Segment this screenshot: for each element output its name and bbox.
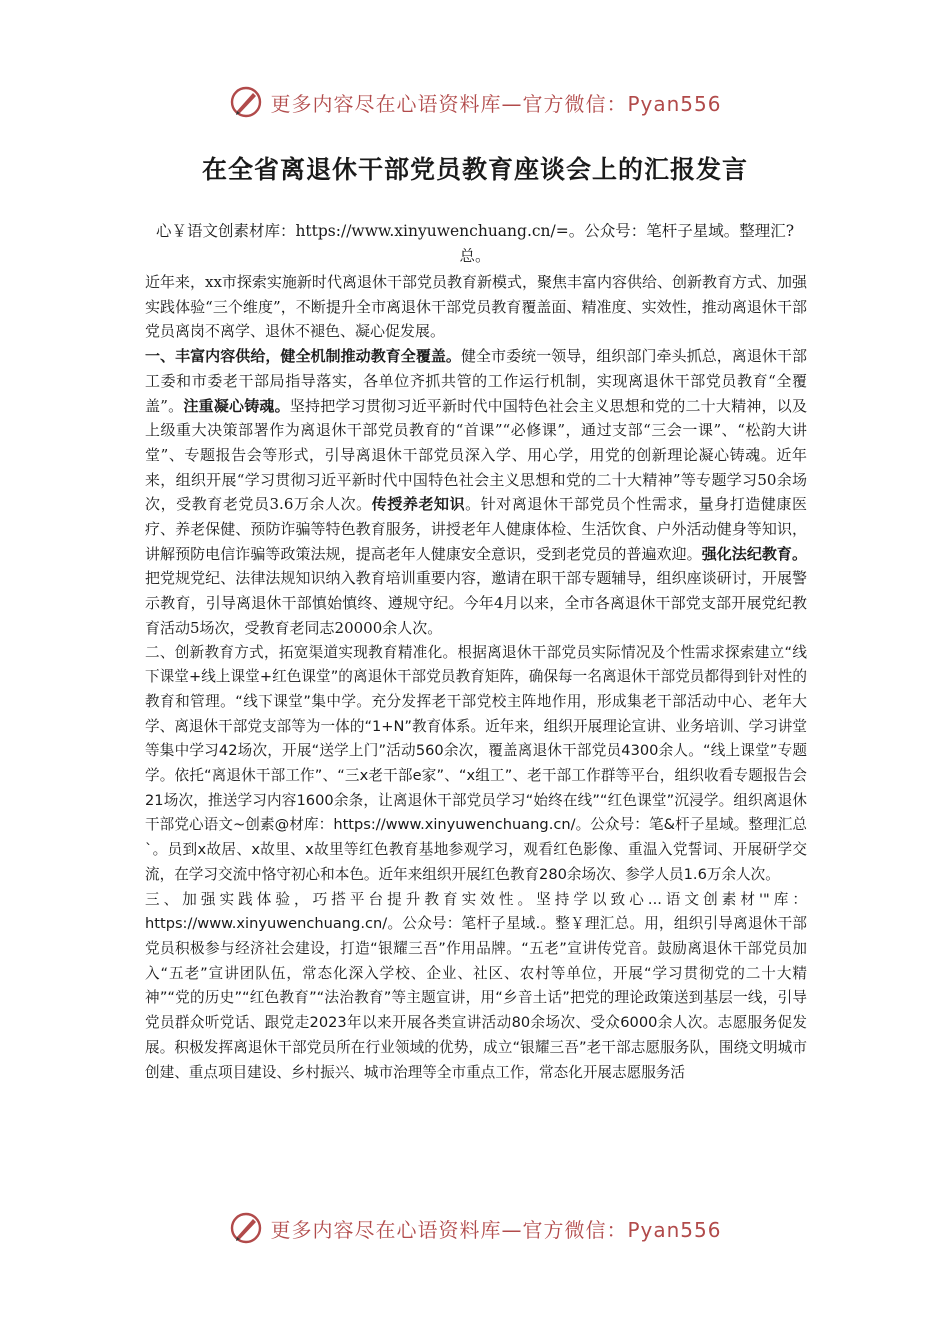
section-1-subheading-4: 强化法纪教育。 xyxy=(701,544,807,563)
section-1-paragraph xyxy=(145,344,807,640)
section-1-subheading-2: 注重凝心铸魂。 xyxy=(183,396,290,415)
section-3-paragraph: 三、加强实践体验，巧搭平台提升教育实效性。坚持学以致心...语文创素材'"库：https://www.xinyuwenchuang.cn/。公众号：笔杆子星域.。整￥理汇总。用，组织引导离退休干部党员积极参与经济社会建设，打造“银耀三吾”作用品牌。“五老”宣讲传党音。鼓励离退休干部党员加入“五老”宣讲团队伍，常态化深入学校、企业、社区、农村等单位，开展“学习贯彻党的二十大精神”“党的历史”“红色教育”“法治教育”等主题宣讲，用“乡音土话”把党的理论政策送到基层一线，引导党员群众听党话、跟党走2023年以来开展各类宣讲活动80余场次、受众6000余人次。志愿服务促发展。积极发挥离退休干部党员所在行业领域的优势，成立“银耀三吾”老干部志愿服务队，围绕文明城市创建、重点项目建设、乡村振兴、城市治理等全市重点工作，常态化开展志愿服务活 xyxy=(145,890,807,1081)
intro-paragraph: 近年来，xx市探索实施新时代离退休干部党员教育新模式，聚焦丰富内容供给、创新教育方式、加强实践体验“三个维度”，不断提升全市离退休干部党员教育覆盖面、精准度、实效性，推动离退休干部党员离岗不离学、退休不褪色、凝心促发展。 xyxy=(145,273,807,341)
document-body xyxy=(145,270,807,1085)
pen-logo-icon xyxy=(228,84,264,120)
section-1-text-1: 健全市委统一领导，组织部门牵头抓总，离退休干部工委和市委老干部局指导落实，各单位齐抓共管的工作运行机制，实现离退休干部党员教育“全覆盖”。 xyxy=(145,347,807,415)
section-1-heading: 一、丰富内容供给，健全机制推动教育全覆盖。 xyxy=(145,347,461,366)
section-1-text-4: 把党规党纪、法律法规知识纳入教育培训重要内容，邀请在职干部专题辅导，组织座谈研讨，开展警示教育，引导离退休干部慎始慎终、遵规守纪。今年4月以来，全市各离退休干部党支部开展党纪教育活动5场次，受教育老同志20000余人次。 xyxy=(145,569,807,637)
source-line: 心￥语文创素材库：https://www.xinyuwenchuang.cn/=。公众号：笔杆子星域。整理汇?总。 xyxy=(155,222,795,265)
section-1-text-2: 坚持把学习贯彻习近平新时代中国特色社会主义思想和党的二十大精神，以及上级重大决策部署作为离退休干部党员教育的“首课”“必修课”，通过支部“三会一课”、“松韵大讲堂”、专题报告会等形式，引导离退休干部党员深入学、用心学，用党的创新理论凝心铸魂。近年来，组织开展“学习贯彻习近平新时代中国特色社会主义思想和党的二十大精神”等专题学习50余场次，受教育老党员3.6万余人次。 xyxy=(145,396,807,514)
pen-logo-icon xyxy=(228,1210,264,1246)
header-watermark-banner xyxy=(0,84,950,120)
banner-text: 更多内容尽在心语资料库—官方微信：Pyan556 xyxy=(270,1217,722,1242)
document-title: 在全省离退休干部党员教育座谈会上的汇报发言 xyxy=(201,155,748,184)
section-2-paragraph: 二、创新教育方式，拓宽渠道实现教育精准化。根据离退休干部党员实际情况及个性需求探索建立“线下课堂+线上课堂+红色课堂”的离退休干部党员教育矩阵，确保每一名离退休干部党员都得到针对性的教育和管理。“线下课堂”集中学。充分发挥老干部党校主阵地作用，形成集老干部活动中心、老年大学、离退休干部党支部等为一体的“1+N”教育体系。近年来，组织开展理论宣讲、业务培训、学习讲堂等集中学习42场次，开展“送学上门”活动560余次，覆盖离退休干部党员4300余人。“线上课堂”专题学。依托“离退休干部工作”、“三x老干部e家”、“x组工”、老干部工作群等平台，组织收看专题报告会21场次，推送学习内容1600余条，让离退休干部党员学习“始终在线”“红色课堂”沉浸学。组织离退休干部党心语文~创素@材库：https://www.xinyuwenchuang.cn/。公众号：笔&杆子星域。整理汇总`。员到x故居、x故里、x故里等红色教育基地参观学习，观看红色影像、重温入党誓词、开展研学交流，在学习交流中恪守初心和本色。近年来组织开展红色教育280余场次、参学人员1.6万余人次。 xyxy=(145,643,807,883)
footer-watermark-banner xyxy=(0,1210,950,1246)
section-1-subheading-3: 传授养老知识 xyxy=(371,495,466,514)
section-1-text-3: 。针对离退休干部党员个性需求，量身打造健康医疗、养老保健、预防诈骗等特色教育服务，讲授老年人健康体检、生活饮食、户外活动健身等知识，讲解预防电信诈骗等政策法规，提高老年人健康安全意识，受到老党员的普遍欢迎。 xyxy=(145,495,807,563)
banner-text: 更多内容尽在心语资料库—官方微信：Pyan556 xyxy=(270,91,722,116)
